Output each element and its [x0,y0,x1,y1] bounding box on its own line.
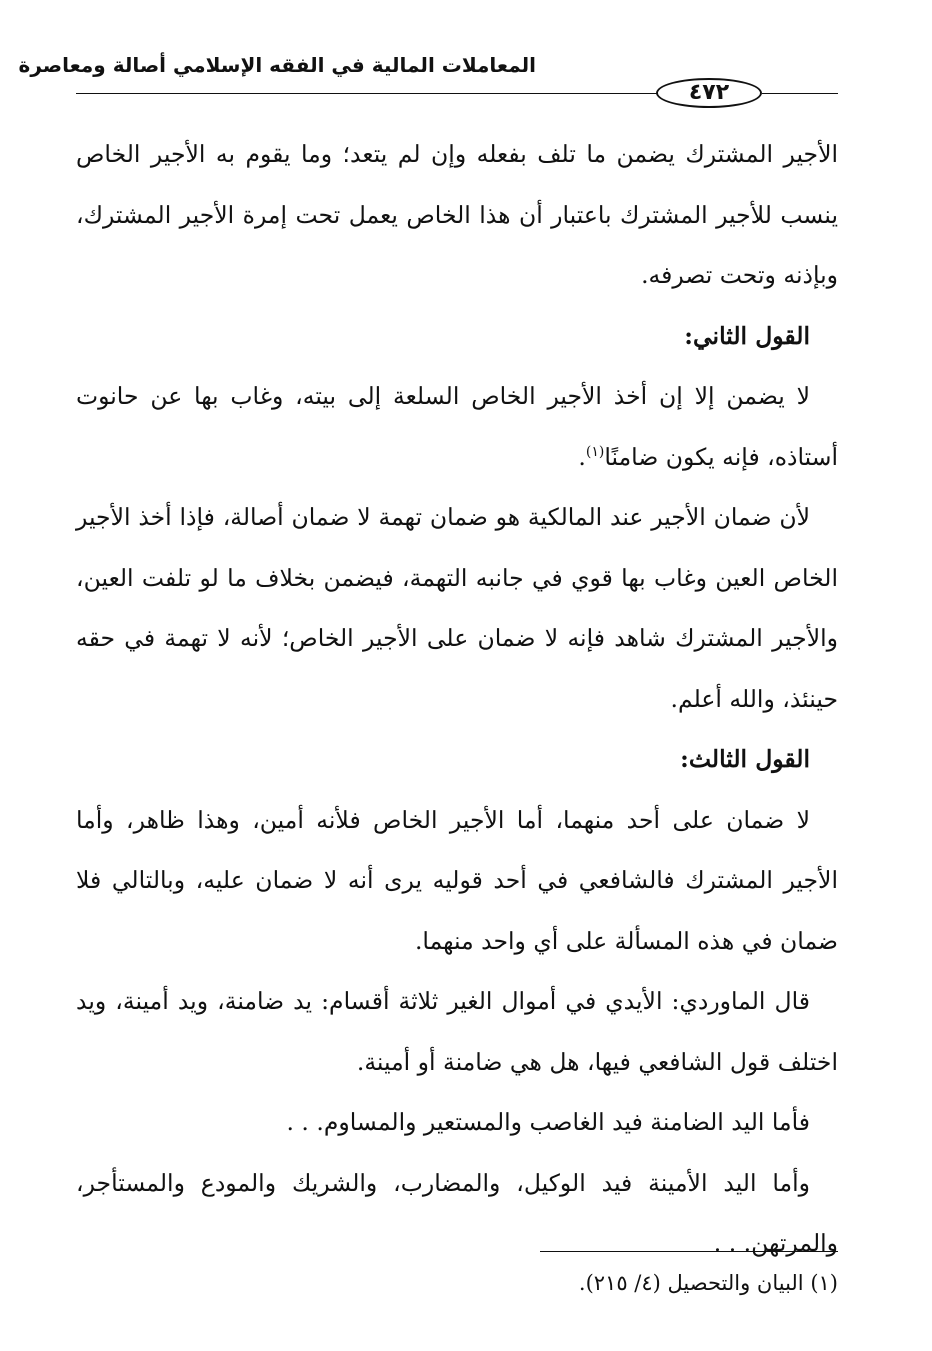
page-number: ٤٧٢ [656,78,762,108]
paragraph: الأجير المشترك يضمن ما تلف بفعله وإن لم يتعد؛ وما يقوم به الأجير الخاص ينسب للأجير المشترك باعتبار أن هذا الخاص يعمل تحت إمرة الأجير المشترك، وبإذنه وتحت تصرفه. [76,140,838,289]
paragraph-text: لا يضمن إلا إن أخذ الأجير الخاص السلعة إلى بيته، وغاب بها عن حانوت أستاذه، فإنه يكون ضامنًا [76,382,838,471]
paragraph: قال الماوردي: الأيدي في أموال الغير ثلاثة أقسام: يد ضامنة، ويد أمينة، ويد اختلف قول الشافعي فيها، هل هي ضامنة أو أمينة. [76,987,838,1076]
running-title: المعاملات المالية في الفقه الإسلامي أصالة ومعاصرة [18,53,536,77]
paragraph: لأن ضمان الأجير عند المالكية هو ضمان تهمة لا ضمان أصالة، فإذا أخذ الأجير الخاص العين وغاب بها قوي في جانبه التهمة، فيضمن بخلاف ما لو تلفت العين، والأجير المشترك شاهد فإنه لا ضمان على الأجير الخاص؛ لأنه لا تهمة في حقه حينئذ، والله أعلم. [76,503,838,713]
section-heading: القول الثالث: [680,745,810,773]
footnote-reference[interactable]: (١) [585,443,605,460]
paragraph [76,366,838,487]
paragraph: فأما اليد الضامنة فيد الغاصب والمستعير والمساوم. . . [286,1108,810,1136]
section-heading: القول الثاني: [684,321,810,350]
footnote: (١) البيان والتحصيل (٤/ ٢١٥). [578,1271,838,1295]
header-rule [762,93,838,94]
paragraph: لا ضمان على أحد منهما، أما الأجير الخاص فلأنه أمين، وهذا ظاهر، وأما الأجير المشترك فالشافعي في أحد قوليه يرى أنه لا ضمان عليه، وبالتالي فلا ضمان في هذه المسألة على أي واحد منهما. [76,805,838,955]
paragraph: وأما اليد الأمينة فيد الوكيل، والمضارب، والشريك والمودع والمستأجر، والمرتهن. . . [76,1168,838,1257]
paragraph-end: . [578,442,586,471]
header-rule [76,93,658,94]
main-text [76,124,838,1274]
footnote-separator [540,1251,838,1252]
